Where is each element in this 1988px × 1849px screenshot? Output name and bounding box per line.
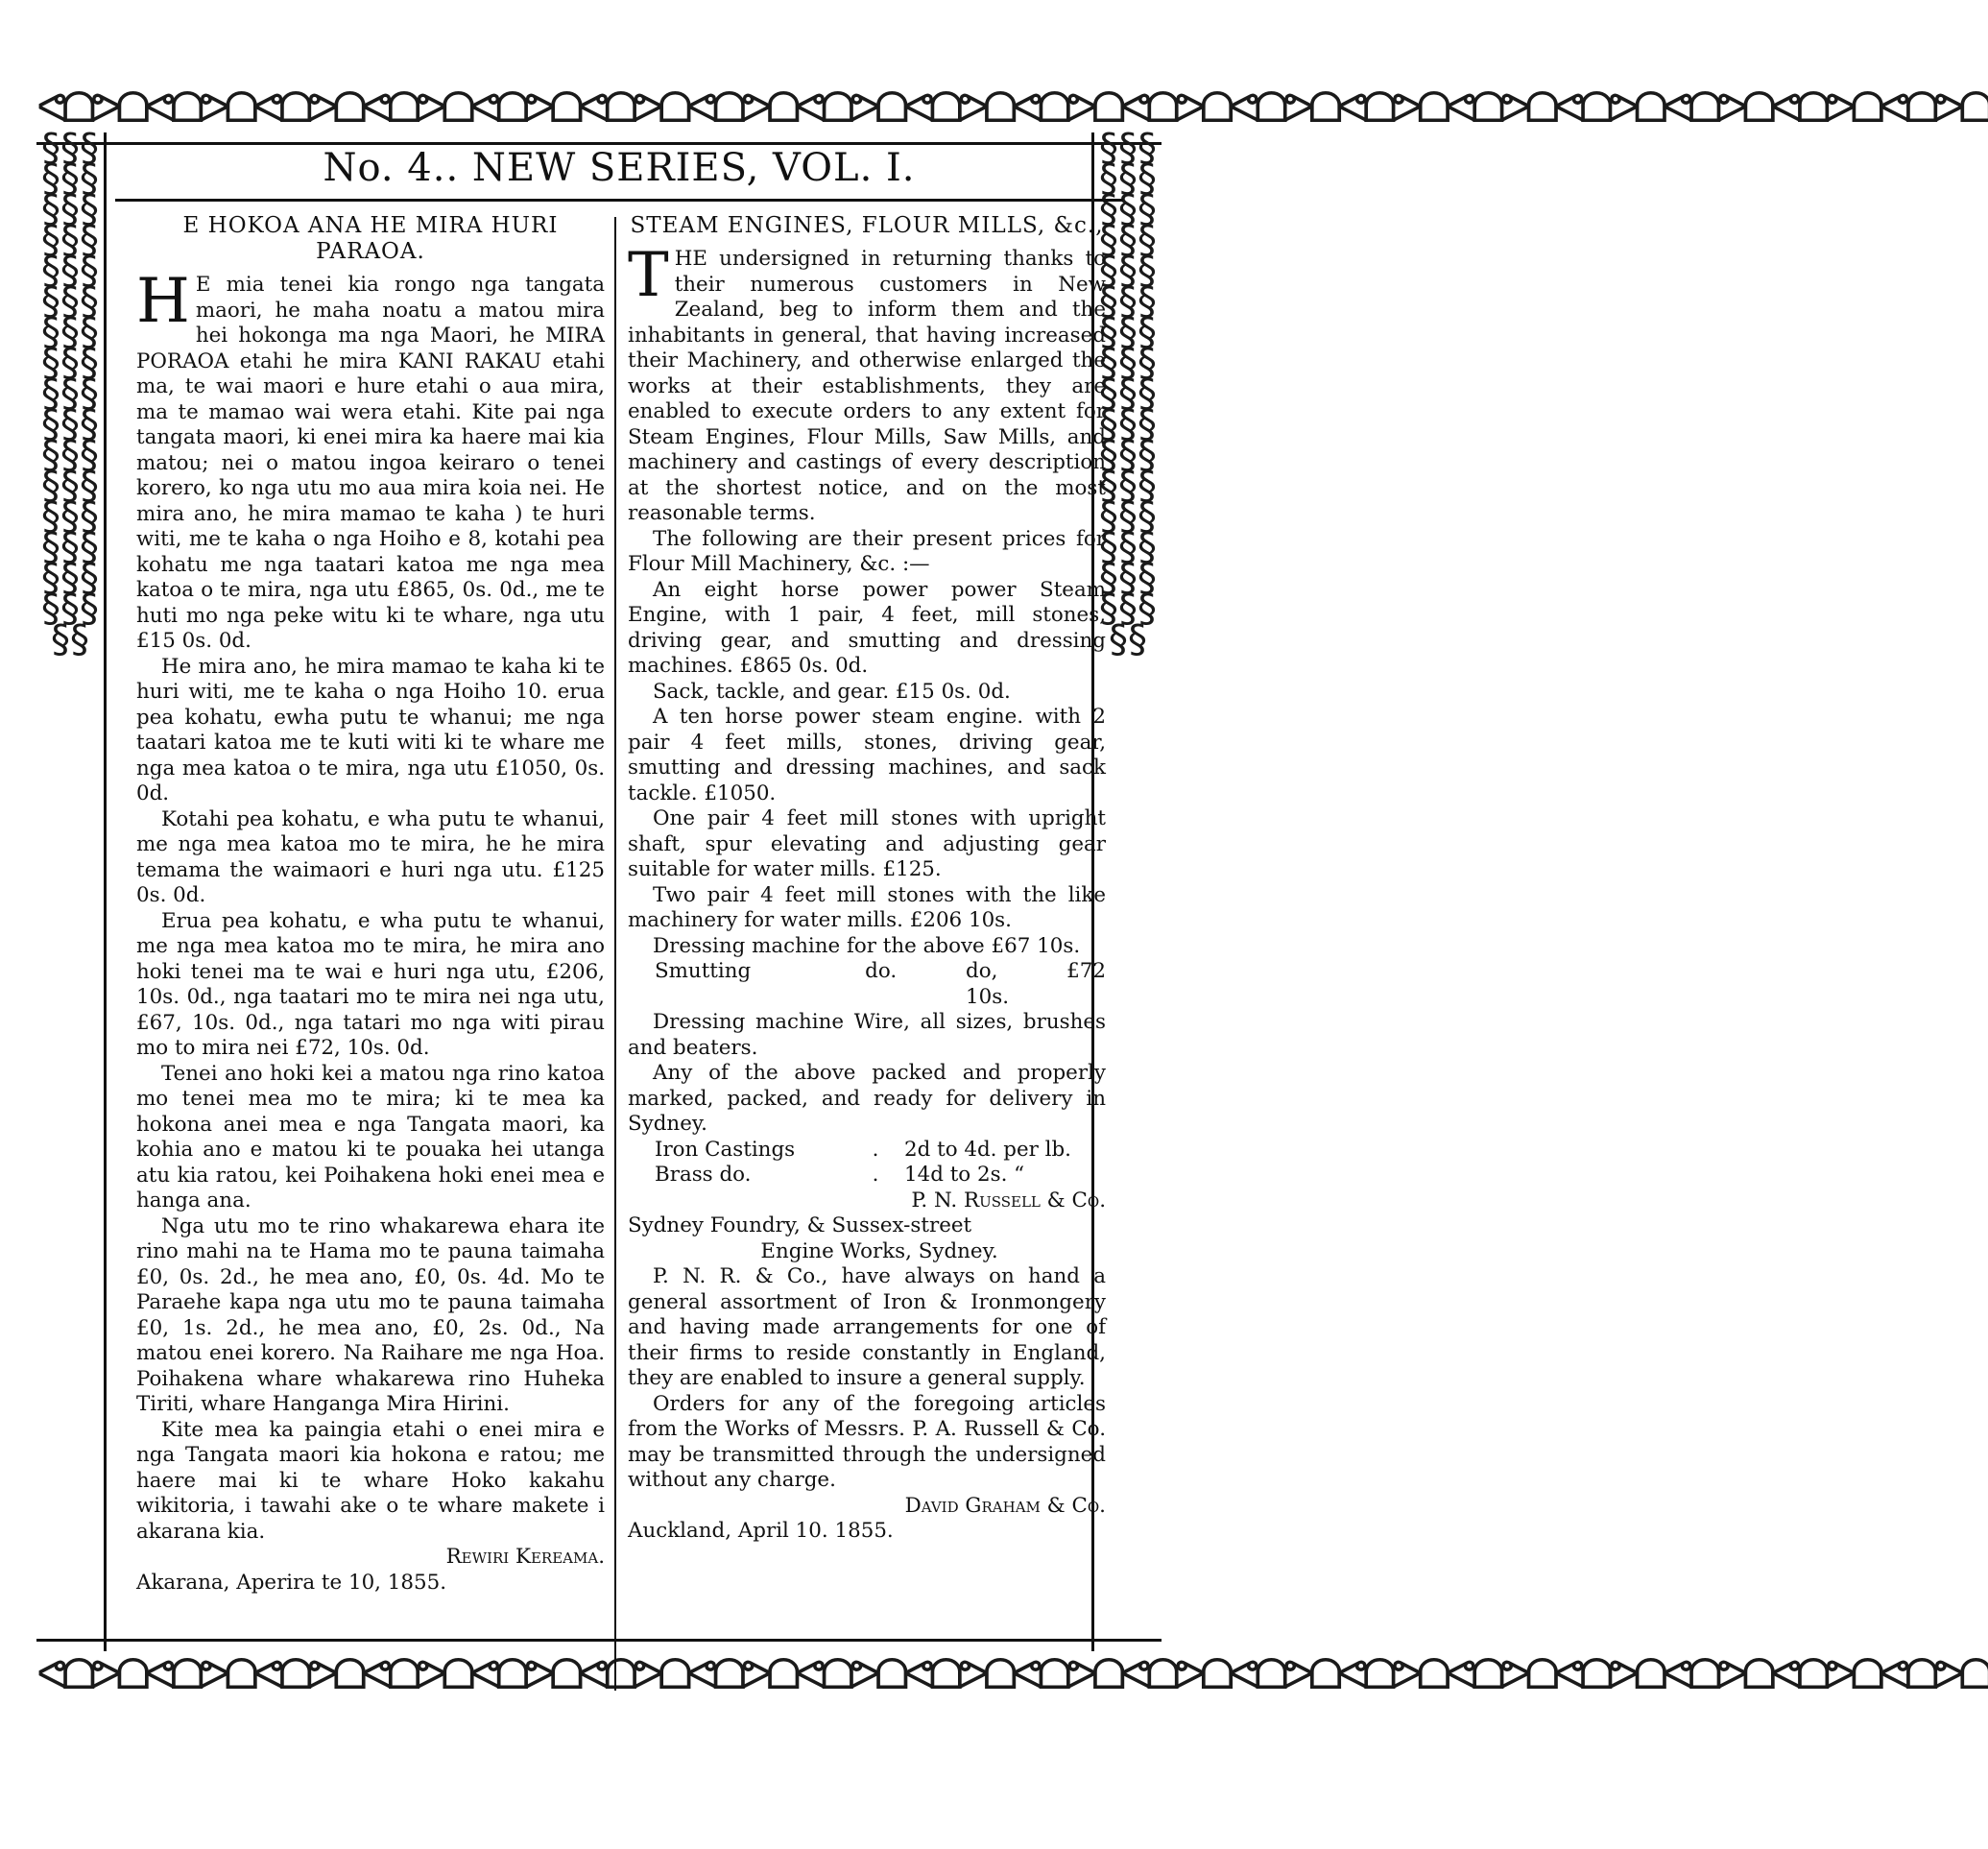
signature: Rewiri Kereama.	[445, 1545, 605, 1569]
price-item: A ten horse power steam engine. with 2 pair 4 feet mills, stones, driving gear, smutting and dressing machines, and sack tackle. £1050.	[628, 705, 1106, 805]
ornament-left: §§§§§§§§§§§§§§§§§§§§§§§§§§§§§§§§§§§§§§§§§§§§§§§§§§	[36, 132, 107, 1651]
dateline: Auckland, April 10. 1855.	[628, 1519, 894, 1543]
foundry-line: Sydney Foundry, & Sussex-street	[628, 1213, 972, 1237]
wire-line: Dressing machine Wire, all sizes, brushes and beaters.	[628, 1010, 1106, 1060]
foundry-line: Engine Works, Sydney.	[760, 1238, 998, 1263]
maori-paragraph: H E mia tenei kia rongo nga tangata maori, he maha noatu a matou mira hei hokonga ma nga Maori, he MIRA PORAOA etahi he mira KANI RAKAU etahi ma, te wai maori e hure etahi o aua mira, ma te mamao wai wera etahi. Kite pai nga tangata maori, ki enei mira ka haere mai kia matou; nei o matou ingoa keiraro o tenei korero, ko nga utu mo aua mira koia nei. He mira ano, he mira mamao te kaha ) te huri witi, me te kaha o nga Hoiho e 8, kotahi pea kohatu me nga taatari katoa me nga mea katoa o te mira, nga utu £865, 0s. 0d., me te huti mo nga peke witu ki te whare, nga utu £15 0s. 0d.	[136, 266, 605, 653]
ornament-right: §§§§§§§§§§§§§§§§§§§§§§§§§§§§§§§§§§§§§§§§§§§§§§§§§§	[1091, 132, 1162, 1651]
maori-paragraph: Kite mea ka paingia etahi o enei mira e nga Tangata maori kia hokona e ratou; me haere mai ki te whare Hoko kakahu wikitoria, i tawahi ake o te whare makete i akarana kia.	[136, 1417, 605, 1544]
english-column	[628, 213, 1106, 1545]
intro-paragraph: THE undersigned in returning thanks to their numerous customers in New Zealand, beg to inform them and the inhabitants in general, that having increased their Machinery, and otherwise enlarged the works at their establishments, they are enabled to execute orders to any extent for Steam Engines, Flour Mills, Saw Mills, and machinery and castings of every description at the shortest notice, and on the most reasonable terms.	[628, 240, 1106, 525]
signature: P. N. Russell & Co.	[911, 1188, 1106, 1213]
masthead: No. 4.. NEW SERIES, VOL. I.	[323, 146, 916, 190]
signature: David Graham & Co.	[904, 1493, 1106, 1518]
packed-line: Any of the above packed and properly marked, packed, and ready for delivery in Sydney.	[628, 1061, 1106, 1136]
castings-row: Iron Castings . 2d to 4d. per lb.	[655, 1137, 1071, 1162]
maori-heading: E HOKOA ANA HE MIRA HURI PARAOA.	[182, 213, 559, 264]
drop-cap: H	[136, 266, 190, 337]
dateline: Akarana, Aperira te 10, 1855.	[136, 1570, 447, 1595]
smutting-line: Smutting do. do, £72 10s.	[655, 959, 1106, 1009]
ornament-bottom: ᕙᗝᕗᗝᕙᗝᕗᗝᕙᗝᕗᗝᕙᗝᕗᗝᕙᗝᕗᗝᕙᗝᕗᗝᕙᗝᕗᗝᕙᗝᕗᗝᕙᗝᕗᗝᕙᗝᕗᗝᕙᗝᕗᗝᕙᗝᕗᗝᕙᗝᕗᗝᕙᗝᕗᗝᕙᗝᕗᗝᕙᗝᕗᗝᕙᗝᕗᗝᕙᗝᕗᗝ	[36, 1639, 1162, 1709]
masthead-rule	[115, 199, 1123, 202]
maori-paragraph: Kotahi pea kohatu, e wha putu te whanui, me nga mea katoa mo te mira, he he mira temama the waimaori e huri nga utu. £125 0s. 0d.	[136, 806, 605, 907]
drop-cap: T	[628, 240, 669, 311]
maori-paragraph: Erua pea kohatu, e wha putu te whanui, me nga mea katoa mo te mira, he mira ano hoki tenei ma te wai e huri nga utu, £206, 10s. 0d., nga taatari mo te mira nei nga utu, £67, 10s. 0d., nga tatari mo nga witi pirau mo to mira nei £72, 10s. 0d.	[136, 908, 605, 1060]
price-item: An eight horse power power Steam Engine, with 1 pair, 4 feet, mill stones, driving gear, and smutting and dressing machines. £865 0s. 0d.	[628, 577, 1106, 678]
price-item: Sack, tackle, and gear. £15 0s. 0d.	[653, 679, 1011, 704]
maori-paragraph: Tenei ano hoki kei a matou nga rino katoa mo tenei mea mo te mira; ki te mea ka hokona anei mea e nga Tangata maori, ka kohia ano e matou ki te pouaka hei utanga atu kia ratou, kei Poihakena hoki enei mea e hanga ana.	[136, 1061, 605, 1213]
maori-paragraph: He mira ano, he mira mamao te kaha ki te huri witi, me te kaha o nga Hoiho 10. erua pea kohatu, ewha putu te whanui; me nga taatari katoa me te kuti witi ki te whare me nga mea katoa o te mira, nga utu £1050, 0s. 0d.	[136, 654, 605, 805]
column-divider	[614, 217, 616, 1691]
dressing-line: Dressing machine for the above £67 10s.	[653, 933, 1081, 958]
price-item: One pair 4 feet mill stones with upright shaft, spur elevating and adjusting gear suitable for water mills. £125.	[628, 806, 1106, 881]
prices-intro: The following are their present prices for Flour Mill Machinery, &c. :—	[628, 526, 1106, 576]
english-heading: STEAM ENGINES, FLOUR MILLS, &c.,	[630, 213, 1104, 238]
maori-column	[136, 213, 605, 1596]
ornament-top: ᕙᗝᕗᗝᕙᗝᕗᗝᕙᗝᕗᗝᕙᗝᕗᗝᕙᗝᕗᗝᕙᗝᕗᗝᕙᗝᕗᗝᕙᗝᕗᗝᕙᗝᕗᗝᕙᗝᕗᗝᕙᗝᕗᗝᕙᗝᕗᗝᕙᗝᕗᗝᕙᗝᕗᗝᕙᗝᕗᗝᕙᗝᕗᗝᕙᗝᕗᗝᕙᗝᕗᗝ	[36, 75, 1162, 145]
castings-row: Brass do. . 14d to 2s. “	[655, 1163, 1025, 1187]
orders-note: Orders for any of the foregoing articles from the Works of Messrs. P. A. Russell & Co. may be transmitted through the undersigned without any charge.	[628, 1391, 1106, 1492]
price-item: Two pair 4 feet mill stones with the like machinery for water mills. £206 10s.	[628, 882, 1106, 932]
stock-note: P. N. R. & Co., have always on hand a general assortment of Iron & Ironmongery and having made arrangements for one of their firms to reside constantly in England, they are enabled to insure a general supply.	[628, 1264, 1106, 1390]
maori-paragraph: Nga utu mo te rino whakarewa ehara ite rino mahi na te Hama mo te pauna taimaha £0, 0s. 2d., he mea ano, £0, 0s. 4d. Mo te Paraehe kapa nga utu mo te pauna taimaha £0, 1s. 2d., he mea ano, £0, 2s. 0d., Na matou enei korero. Na Raihare me nga Hoa. Poihakena whare whakarewa rino Huheka Tiriti, whare Hanganga Mira Hirini.	[136, 1213, 605, 1416]
